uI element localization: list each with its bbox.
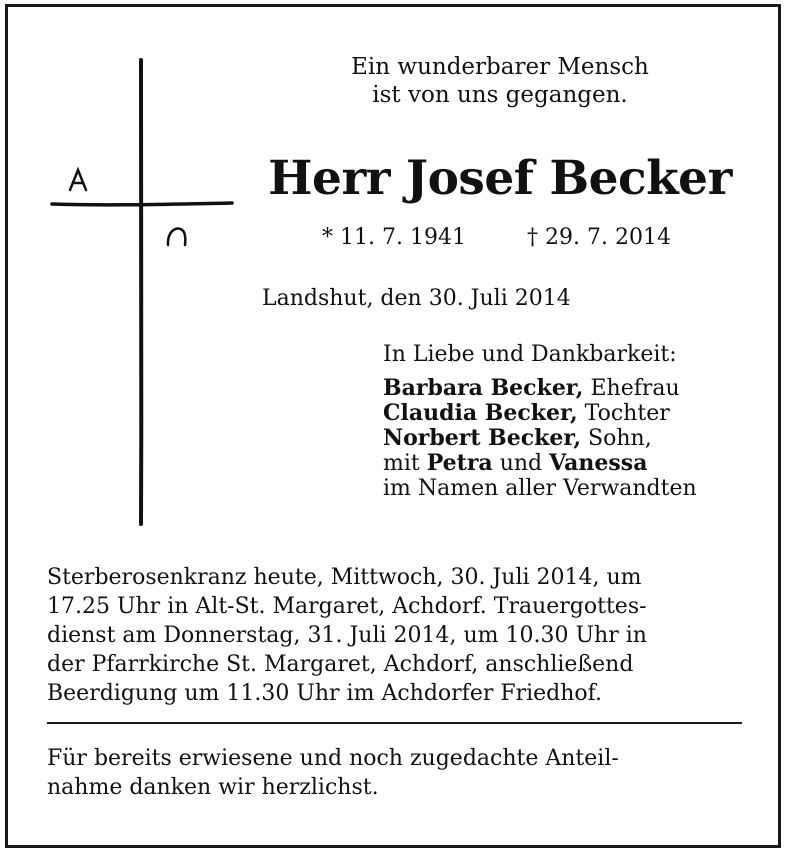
with-text: mit bbox=[383, 451, 427, 476]
mourner-name: Norbert Becker, bbox=[383, 425, 582, 451]
mourner-line bbox=[383, 426, 697, 451]
birth-date: * 11. 7. 1941 bbox=[322, 225, 466, 250]
cross-vertical-beam bbox=[141, 60, 142, 524]
intro-line-2: ist von uns gegangen. bbox=[372, 82, 628, 108]
mourner-role: Ehefrau bbox=[583, 376, 680, 401]
mourners-block bbox=[383, 342, 697, 501]
service-line: 17.25 Uhr in Alt-St. Margaret, Achdorf. Trauergottes- bbox=[47, 594, 647, 619]
mourner-role: Sohn, bbox=[581, 426, 652, 451]
cross-graphic bbox=[40, 58, 240, 528]
mourner-name: Claudia Becker, bbox=[383, 400, 578, 426]
divider-line bbox=[47, 722, 742, 724]
mourner-line bbox=[383, 401, 697, 426]
cross-horizontal-beam bbox=[52, 203, 232, 205]
mourners-intro: In Liebe und Dankbarkeit: bbox=[383, 342, 677, 367]
relatives-line: im Namen aller Verwandten bbox=[383, 476, 697, 501]
place-date: Landshut, den 30. Juli 2014 bbox=[262, 286, 571, 311]
intro-line-1: Ein wunderbarer Mensch bbox=[351, 54, 649, 80]
thanks-line: nahme danken wir herzlichst. bbox=[47, 775, 379, 800]
grandchild-vanessa: Vanessa bbox=[549, 450, 648, 476]
service-line: Beerdigung um 11.30 Uhr im Achdorfer Friedhof. bbox=[47, 681, 603, 706]
service-line: dienst am Donnerstag, 31. Juli 2014, um 10.30 Uhr in bbox=[47, 623, 647, 648]
grandchild-petra: Petra bbox=[426, 450, 493, 476]
service-details bbox=[47, 563, 742, 708]
thanks-text bbox=[47, 744, 742, 802]
grandchildren-line bbox=[383, 451, 697, 476]
mourner-role: Tochter bbox=[577, 401, 670, 426]
cross-alpha-omega-icon bbox=[40, 58, 240, 528]
intro-text bbox=[250, 53, 750, 109]
and-text: und bbox=[492, 451, 550, 476]
service-line: der Pfarrkirche St. Margaret, Achdorf, anschließend bbox=[47, 652, 634, 677]
alpha-symbol-icon bbox=[70, 170, 86, 190]
mourner-line bbox=[383, 376, 697, 401]
deceased-name: Herr Josef Becker bbox=[268, 151, 732, 206]
death-date: † 29. 7. 2014 bbox=[527, 225, 671, 250]
thanks-line: Für bereits erwiesene und noch zugedachte Anteil- bbox=[47, 746, 619, 771]
service-line: Sterberosenkranz heute, Mittwoch, 30. Juli 2014, um bbox=[47, 565, 642, 590]
mourner-name: Barbara Becker, bbox=[383, 375, 584, 401]
omega-symbol-icon bbox=[168, 229, 185, 245]
